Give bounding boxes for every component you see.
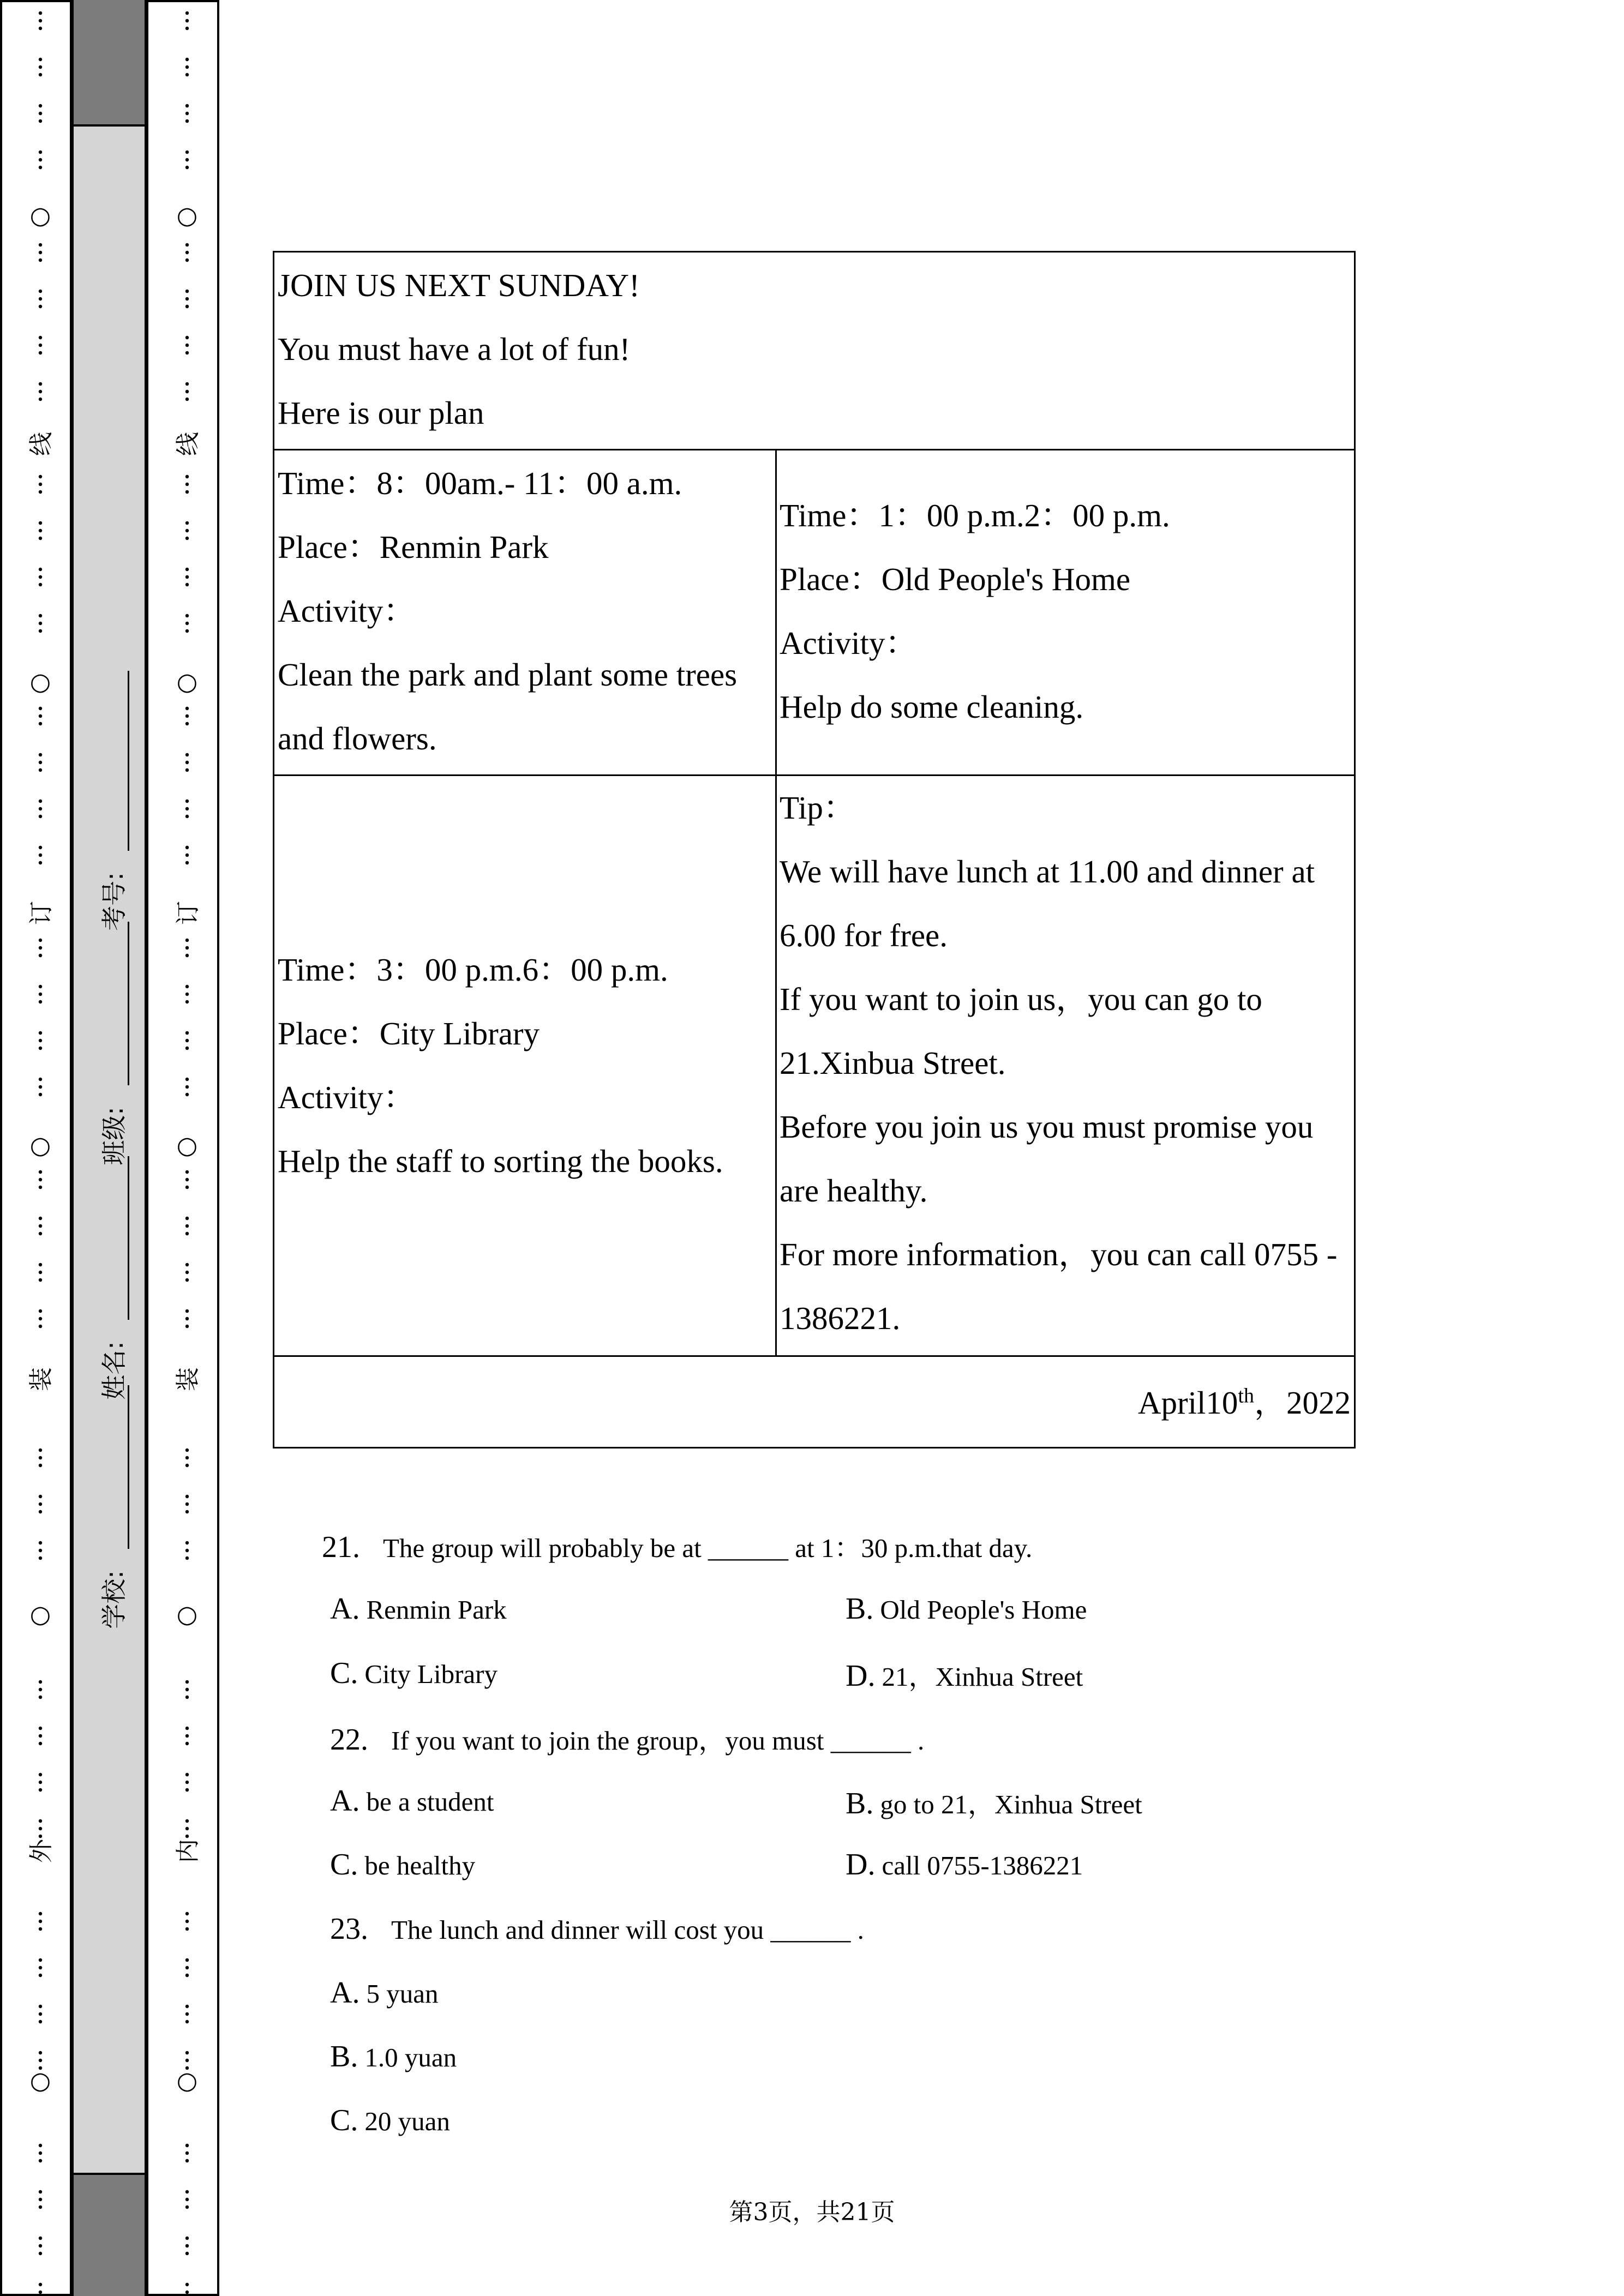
dot-cluster [39,800,42,818]
plan-line: Place：Renmin Park [278,529,549,565]
option-22-c[interactable] [330,1847,475,1882]
option-text: 1.0 yuan [364,2042,457,2072]
question-number: 21. [322,1530,360,1564]
dot-cluster [185,939,189,957]
dot-cluster [185,2283,189,2294]
dot-cluster [39,1680,42,1699]
header-line: JOIN US NEXT SUNDAY! [278,267,640,303]
plan-renmin-park [274,452,737,771]
dot-cluster [185,1217,189,1235]
dot-cluster [185,707,189,725]
page-footer: 第3页，共21页 [729,2198,895,2226]
notice-table [273,251,1356,1448]
dot-cluster [39,846,42,864]
dot-cluster [39,151,42,169]
question-23-stem [330,1912,864,1946]
plan-line: Help the staff to sorting the books. [278,1143,723,1179]
dot-cluster [39,1819,42,1838]
dot-cluster [185,151,189,169]
dot-cluster [185,243,189,262]
school-blank[interactable] [128,1385,129,1549]
dot-cluster [39,382,42,401]
binding-char: 订 [27,901,55,925]
dot-cluster [39,104,42,123]
option-letter: C. [330,1848,358,1882]
dot-cluster [185,1309,189,1328]
circle-marker: ○ [29,202,51,230]
binding-char: 装 [174,1367,202,1391]
dot-cluster [39,2005,42,2023]
question-text: The group will probably be at ______ at 1：30 p.m.that day. [383,1533,1033,1563]
band-cap-bottom [74,2173,145,2296]
dot-cluster [185,475,189,494]
date-prefix: April10 [1137,1385,1238,1421]
option-21-b[interactable] [846,1591,1087,1626]
plan-line: Place：Old People's Home [780,561,1131,597]
dot-cluster [185,1170,189,1189]
circle-marker: ○ [176,1132,198,1159]
dot-cluster [39,2144,42,2162]
name-blank[interactable] [128,1156,129,1320]
dot-cluster [39,1031,42,1050]
name-label: 姓名: [99,1341,129,1400]
dot-cluster [185,2237,189,2255]
option-text: be healthy [364,1850,476,1880]
plan-old-peoples-home [776,484,1170,739]
dot-cluster [185,1819,189,1838]
dot-cluster [39,58,42,76]
dot-cluster [185,382,189,401]
plan-line: Time：1：00 p.m.2：00 p.m. [780,497,1170,533]
dot-cluster [185,11,189,30]
dot-cluster [39,985,42,1003]
tip-line: Tip： [780,790,855,826]
question-text: If you want to join the group，you must ______ . [391,1726,925,1756]
tip-line: 6.00 for free. [780,917,948,953]
dot-cluster [39,568,42,586]
dot-cluster [39,2283,42,2294]
tip-line: For more information，you can call 0755 - [780,1236,1338,1272]
exam-number-label: 考号: [99,872,129,931]
dot-cluster [39,1541,42,1560]
option-letter: B. [846,1787,874,1820]
dot-cluster [185,1031,189,1050]
plan-line: Place：City Library [278,1015,540,1051]
plan-line: Activity： [780,625,918,661]
binding-char: 线 [174,432,202,456]
tip-line: If you want to join us，you can go to [780,981,1262,1017]
band-cap-top [74,0,145,127]
circle-marker: ○ [29,1601,51,1628]
dot-cluster [39,1958,42,1977]
question-text: The lunch and dinner will cost you ______ . [391,1915,864,1945]
option-text: Renmin Park [366,1595,507,1625]
option-text: call 0755-1386221 [882,1850,1083,1880]
circle-marker: ○ [29,1132,51,1159]
dot-cluster [39,1773,42,1792]
question-number: 23. [330,1912,368,1946]
option-letter: B. [846,1592,874,1626]
class-label: 班级: [99,1107,129,1165]
binding-char: 内 [174,1839,202,1863]
option-23-a[interactable] [330,1975,438,2010]
dot-cluster [39,475,42,494]
dot-cluster [39,1078,42,1096]
option-letter: D. [846,1848,876,1882]
option-22-d[interactable] [846,1847,1083,1882]
dot-cluster [39,707,42,725]
question-22-stem [330,1720,924,1758]
option-letter: A. [330,1592,360,1626]
option-text: 21，Xinhua Street [882,1662,1083,1692]
dot-cluster [185,1078,189,1096]
option-letter: C. [330,2103,358,2137]
question-number: 22. [330,1723,368,1757]
option-letter: A. [330,1976,360,2010]
dot-cluster [39,753,42,772]
dot-cluster [185,614,189,633]
dot-cluster [185,290,189,308]
dot-cluster [39,1727,42,1745]
dot-cluster [185,104,189,123]
school-label: 学校: [99,1570,129,1629]
dot-cluster [185,2005,189,2023]
plan-line: Activity： [278,593,416,629]
binding-char: 订 [174,901,202,925]
option-text: be a student [366,1787,494,1817]
dot-cluster [185,846,189,864]
circle-marker: ○ [29,2067,51,2095]
dot-cluster [185,1773,189,1792]
binding-char: 外 [27,1839,55,1863]
dot-cluster [185,58,189,76]
header-line: Here is our plan [278,395,484,431]
dot-cluster [185,985,189,1003]
dot-cluster [185,1680,189,1699]
dot-cluster [185,336,189,354]
question-21-stem [322,1527,1032,1565]
plan-line: Time：8：00am.- 11：00 a.m. [278,465,682,501]
plan-city-library [274,938,723,1193]
option-letter: D. [846,1659,876,1693]
tip-line: 21.Xinbua Street. [780,1045,1006,1081]
tip-line: Before you join us you must promise you [780,1109,1314,1145]
dot-cluster [39,1912,42,1931]
dot-cluster [185,753,189,772]
dot-cluster [39,290,42,308]
class-blank[interactable] [128,922,129,1085]
circle-marker: ○ [29,668,51,696]
tip-line: are healthy. [780,1173,928,1209]
exam-number-blank[interactable] [128,671,129,851]
option-21-c[interactable] [330,1656,498,1691]
option-text: go to 21，Xinhua Street [880,1789,1142,1819]
binding-char: 装 [27,1367,55,1391]
plan-line: and flowers. [278,720,437,756]
notice-date [1135,1357,1351,1448]
circle-marker: ○ [176,1601,198,1628]
option-23-b[interactable] [330,2039,457,2074]
dot-cluster [39,243,42,262]
plan-line: Activity： [278,1079,416,1115]
option-letter: A. [330,1784,360,1818]
date-superscript: th [1238,1384,1254,1408]
circle-marker: ○ [176,668,198,696]
dot-cluster [185,800,189,818]
option-text: City Library [364,1659,498,1689]
date-suffix: ，2022 [1254,1385,1351,1421]
option-22-b[interactable] [846,1783,1142,1822]
tip-line: We will have lunch at 11.00 and dinner at [780,854,1315,889]
dot-cluster [39,1170,42,1189]
dot-cluster [39,1309,42,1328]
plan-line: Help do some cleaning. [780,689,1084,725]
dot-cluster [185,1263,189,1282]
dot-cluster [39,11,42,30]
dot-cluster [39,1448,42,1467]
plan-line: Time：3：00 p.m.6：00 p.m. [278,952,668,988]
inner-dotted-line [148,2,217,2294]
option-text: 20 yuan [364,2106,450,2136]
option-text: Old People's Home [880,1595,1087,1625]
inner-binding-strip [146,0,219,2296]
plan-line: Clean the park and plant some trees [278,657,738,693]
dot-cluster [39,336,42,354]
option-21-d[interactable] [846,1656,1083,1694]
dot-cluster [185,1912,189,1931]
dot-cluster [185,1495,189,1513]
row-divider-1 [274,449,1354,450]
dot-cluster [39,1263,42,1282]
header-line: You must have a lot of fun! [278,331,631,367]
circle-marker: ○ [176,2067,198,2095]
outer-dotted-line [2,2,70,2294]
tip-line: 1386221. [780,1300,901,1336]
option-text: 5 yuan [366,1979,439,2009]
option-letter: B. [330,2040,358,2073]
dot-cluster [39,2237,42,2255]
dot-cluster [185,2144,189,2162]
dot-cluster [185,1541,189,1560]
dot-cluster [39,1217,42,1235]
tip-cell [776,776,1337,1350]
dot-cluster [185,1727,189,1745]
option-22-a[interactable] [330,1783,494,1818]
option-23-c[interactable] [330,2103,450,2138]
dot-cluster [185,521,189,540]
circle-marker: ○ [176,202,198,230]
dot-cluster [39,1495,42,1513]
dot-cluster [39,521,42,540]
option-21-a[interactable] [330,1591,507,1626]
dot-cluster [185,1448,189,1467]
dot-cluster [185,568,189,586]
dot-cluster [185,1958,189,1977]
option-letter: C. [330,1656,358,1690]
dot-cluster [39,939,42,957]
dot-cluster [39,614,42,633]
outer-binding-strip [0,0,72,2296]
notice-header [274,254,640,445]
binding-char: 线 [27,432,55,456]
